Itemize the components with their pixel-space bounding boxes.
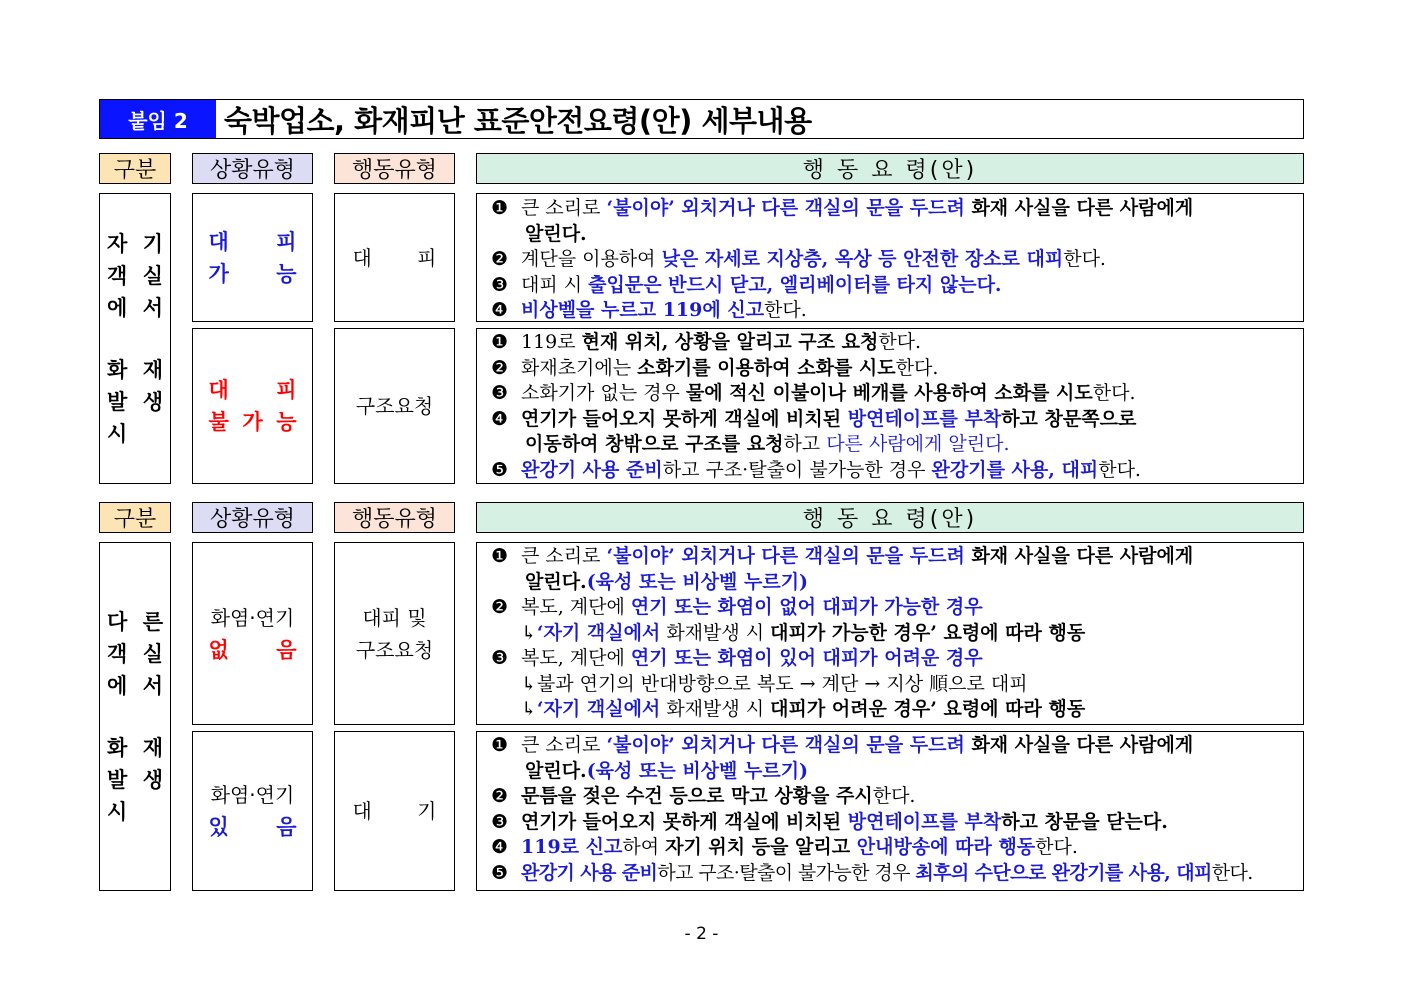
guide-item: ❺ 완강기 사용 준비하고 구조·탈출이 불가능한 경우 완강기를 사용, 대피한다. <box>491 458 1141 481</box>
page-title: 숙박업소, 화재피난 표준안전요령(안) 세부내용 <box>224 103 812 138</box>
action-evacuate-and-rescue: 대피 및 구조요청 <box>334 542 455 725</box>
guide-item: ❷ 복도, 계단에 연기 또는 화염이 없어 대피가 가능한 경우 <box>491 596 983 618</box>
guide-item: ❶ 119로 현재 위치, 상황을 알리고 구조 요청한다. <box>491 331 922 353</box>
attachment-tag: 붙임 2 <box>100 100 216 138</box>
guide-item: ❹ 연기가 들어오지 못하게 객실에 비치된 방연테이프를 부착하고 창문쪽으로 <box>491 407 1137 430</box>
page-number: - 2 - <box>684 924 719 944</box>
situation-evacuation-impossible: 대 피 불 가 능 <box>192 328 313 484</box>
header-situation: 상황유형 <box>192 502 313 533</box>
guide-item: ❷ 문틈을 젖은 수건 등으로 막고 상황을 주시한다. <box>491 785 916 807</box>
action-rescue-request: 구조요청 <box>334 328 455 484</box>
guide-item: ❹ 119로 신고하여 자기 위치 등을 알리고 안내방송에 따라 행동한다. <box>491 836 1078 858</box>
guide-item: ❶ 큰 소리로 ‘불이야’ 외치거나 다른 객실의 문을 두드려 화재 사실을 다른 사람에게 <box>491 545 1194 567</box>
header-category: 구분 <box>99 153 171 184</box>
situation-evacuation-possible: 대 피 가 능 <box>192 193 313 322</box>
header-situation: 상황유형 <box>192 153 313 184</box>
guide-no-fire-smoke: ❶ 큰 소리로 ‘불이야’ 외치거나 다른 객실의 문을 두드려 화재 사실을 다른 사람에게 알린다.(육성 또는 비상벨 누르기) ❷ 복도, 계단에 연기 또는 화염이 없어 대피가 가능한 경우 ↳‘자기 객실에서 화재발생 시 대피가 가능한 경우’ 요령에 따라 행동 ❸ 복도, 계단에 연기 또는 화염이 있어 대피가 어려운 경우 ↳불과 연기의 반대방향으로 복도 → 계단 → 지상 順으로 대피 ↳‘자기 객실에서 화재발생 시 대피가 어려운 경우’ 요령에 따라 행동 <box>476 542 1304 725</box>
guide-subitem: ↳‘자기 객실에서 화재발생 시 대피가 가능한 경우’ 요령에 따라 행동 <box>521 621 1086 644</box>
guide-item: ❶ 큰 소리로 ‘불이야’ 외치거나 다른 객실의 문을 두드려 화재 사실을 다른 사람에게 <box>491 197 1194 219</box>
category-cell-own-room: 자 기 객 실 에 서 화 재 발 생 시 <box>99 193 171 484</box>
header-guide: 행 동 요 령(안) <box>476 153 1304 184</box>
guide-item: ❸ 연기가 들어오지 못하게 객실에 비치된 방연테이프를 부착하고 창문을 닫는다. <box>491 810 1168 833</box>
guide-item: ❷ 계단을 이용하여 낮은 자세로 지상층, 옥상 등 안전한 장소로 대피한다. <box>491 248 1106 270</box>
guide-item: ❸ 복도, 계단에 연기 또는 화염이 있어 대피가 어려운 경우 <box>491 647 983 669</box>
title-bar <box>99 99 1304 139</box>
guide-item: ❸ 소화기가 없는 경우 물에 적신 이불이나 베개를 사용하여 소화를 시도한다. <box>491 382 1136 404</box>
guide-evacuation-impossible: ❶ 119로 현재 위치, 상황을 알리고 구조 요청한다. ❷ 화재초기에는 소화기를 이용하여 소화를 시도한다. ❸ 소화기가 없는 경우 물에 적신 이불이나 베개를 사용하여 소화를 시도한다. ❹ 연기가 들어오지 못하게 객실에 비치된 방연테이프를 부착하고 창문쪽으로 이동하여 창밖으로 구조를 요청하고 다른 사람에게 알린다. ❺ 완강기 사용 준비하고 구조·탈출이 불가능한 경우 완강기를 사용, 대피한다. <box>476 328 1304 484</box>
guide-subitem: ↳불과 연기의 반대방향으로 복도 → 계단 → 지상 順으로 대피 <box>521 672 1028 695</box>
guide-fire-smoke-present: ❶ 큰 소리로 ‘불이야’ 외치거나 다른 객실의 문을 두드려 화재 사실을 다른 사람에게 알린다.(육성 또는 비상벨 누르기) ❷ 문틈을 젖은 수건 등으로 막고 상황을 주시한다. ❸ 연기가 들어오지 못하게 객실에 비치된 방연테이프를 부착하고 창문을 닫는다. ❹ 119로 신고하여 자기 위치 등을 알리고 안내방송에 따라 행동한다. ❺ 완강기 사용 준비하고 구조·탈출이 불가능한 경우 최후의 수단으로 완강기를 사용, 대피한다. <box>476 731 1304 891</box>
action-evacuate: 대 피 <box>334 193 455 322</box>
guide-evacuation-possible: ❶ 큰 소리로 ‘불이야’ 외치거나 다른 객실의 문을 두드려 화재 사실을 다른 사람에게 알린다. ❷ 계단을 이용하여 낮은 자세로 지상층, 옥상 등 안전한 장소로 대피한다. ❸ 대피 시 출입문은 반드시 닫고, 엘리베이터를 타지 않는다. ❹ 비상벨을 누르고 119에 신고한다. <box>476 193 1304 322</box>
header-action: 행동유형 <box>334 153 455 184</box>
guide-item: ❹ 비상벨을 누르고 119에 신고한다. <box>491 299 807 321</box>
guide-subitem: ↳‘자기 객실에서 화재발생 시 대피가 어려운 경우’ 요령에 따라 행동 <box>521 698 1086 720</box>
guide-item: ❶ 큰 소리로 ‘불이야’ 외치거나 다른 객실의 문을 두드려 화재 사실을 다른 사람에게 <box>491 734 1194 756</box>
header-action: 행동유형 <box>334 502 455 533</box>
header-guide: 행 동 요 령(안) <box>476 502 1304 533</box>
guide-item: ❺ 완강기 사용 준비하고 구조·탈출이 불가능한 경우 최후의 수단으로 완강기를 사용, 대피한다. <box>491 861 1253 884</box>
guide-item: ❷ 화재초기에는 소화기를 이용하여 소화를 시도한다. <box>491 356 939 379</box>
header-category: 구분 <box>99 502 171 533</box>
guide-item: ❸ 대피 시 출입문은 반드시 닫고, 엘리베이터를 타지 않는다. <box>491 273 1002 296</box>
situation-fire-smoke-present: 화염·연기 있 음 <box>192 731 313 891</box>
category-cell-other-room: 다 른 객 실 에 서 화 재 발 생 시 <box>99 542 171 891</box>
action-wait: 대 기 <box>334 731 455 891</box>
situation-no-fire-smoke: 화염·연기 없 음 <box>192 542 313 725</box>
